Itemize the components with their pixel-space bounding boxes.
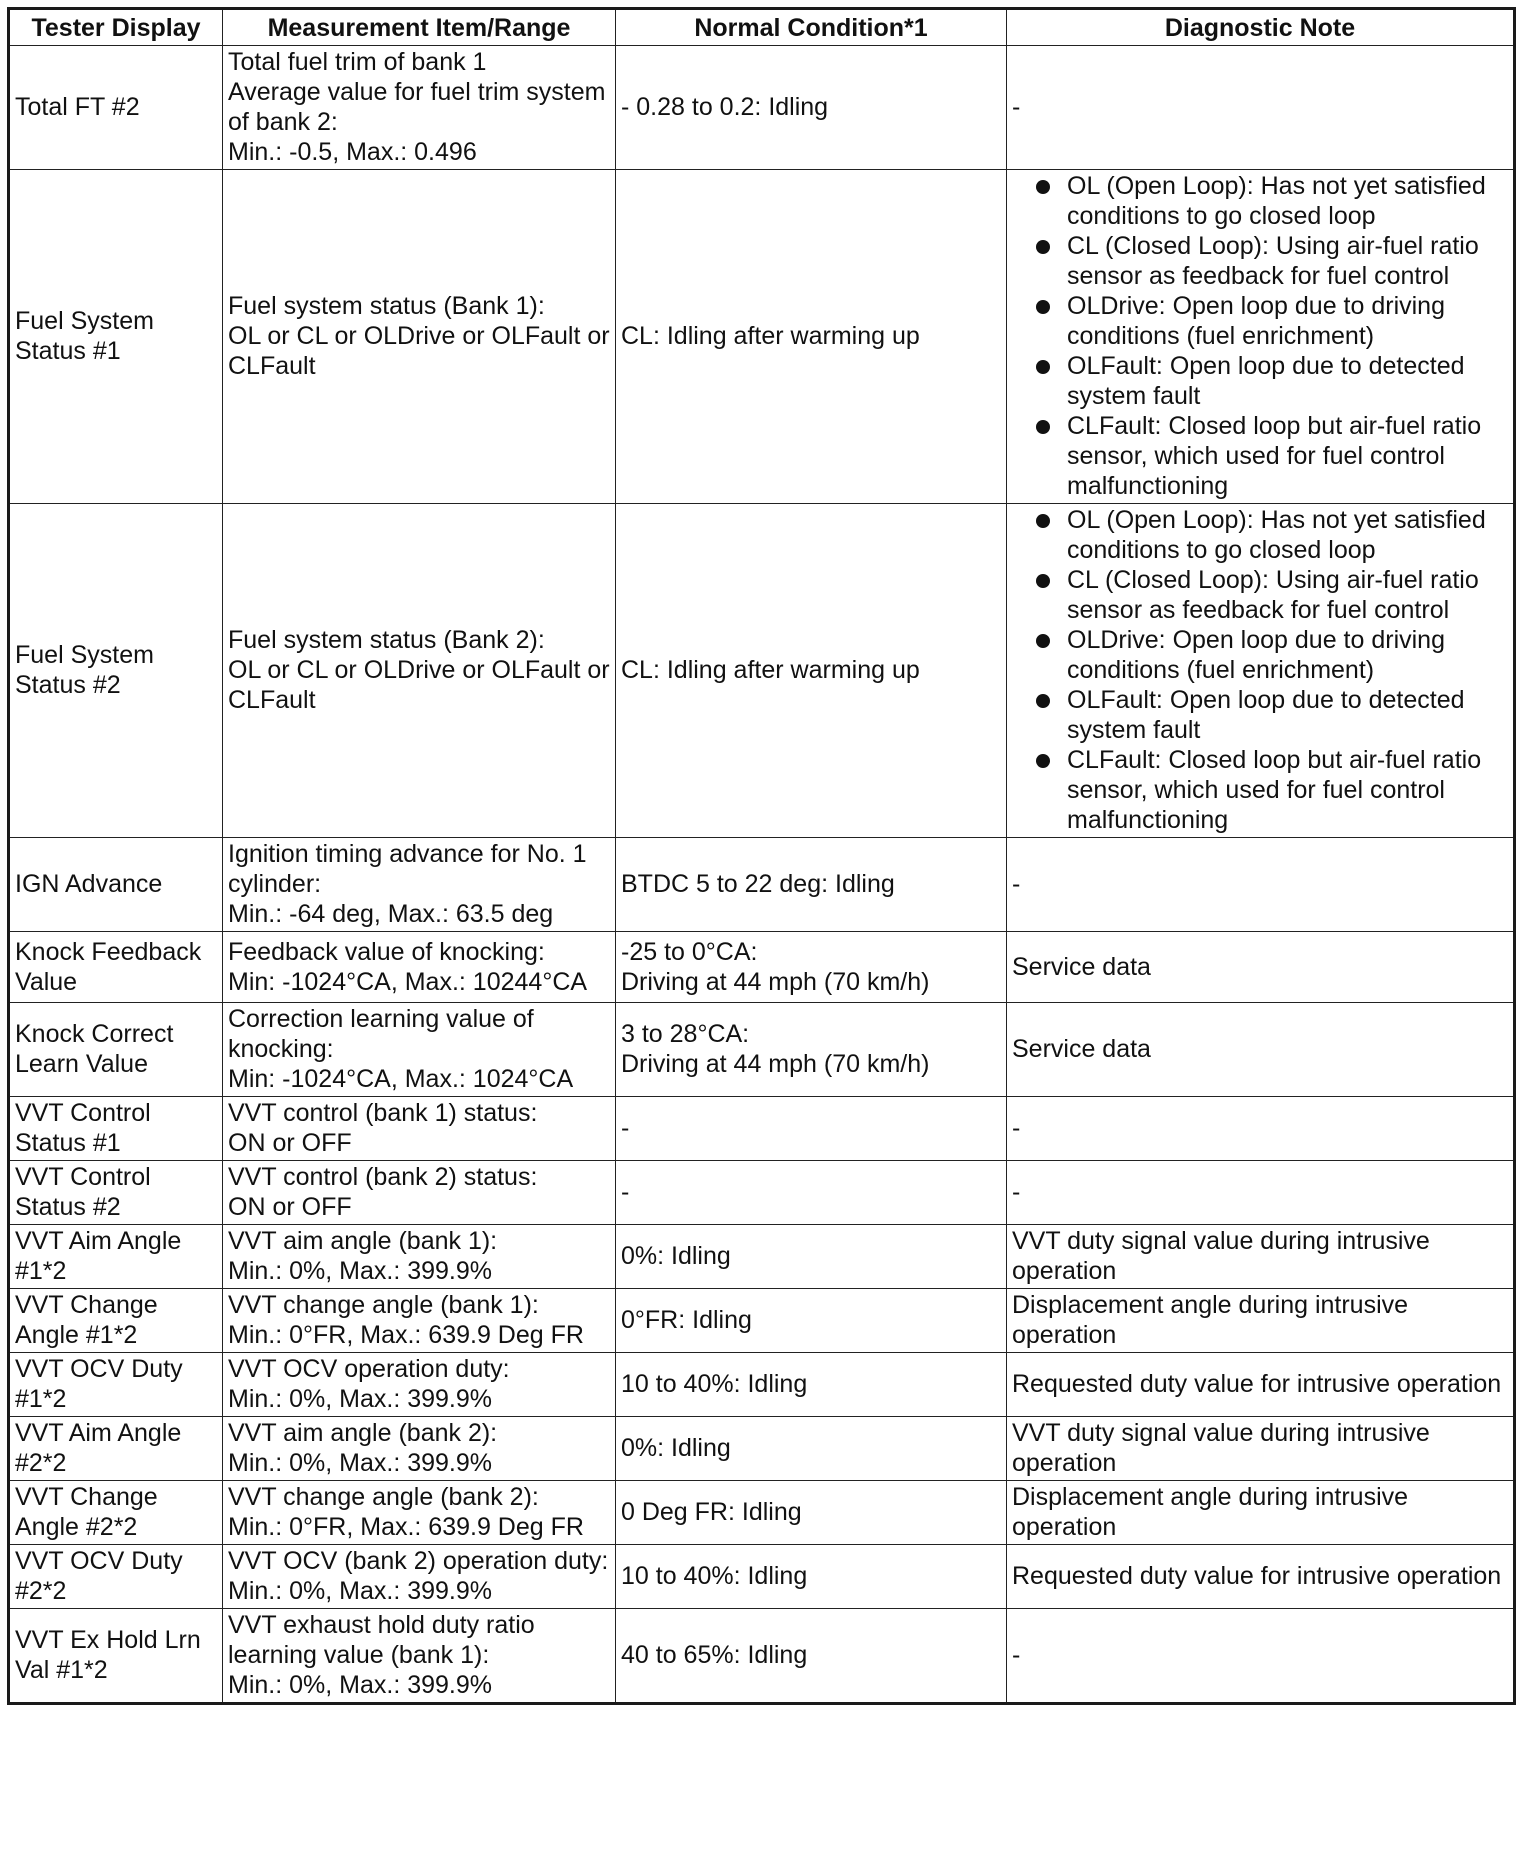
normal-condition-cell: BTDC 5 to 22 deg: Idling [616, 838, 1007, 932]
measurement-item-cell: Ignition timing advance for No. 1 cylinder: Min.: -64 deg, Max.: 63.5 deg [223, 838, 616, 932]
tester-display-cell: VVT OCV Duty #1*2 [9, 1353, 223, 1417]
tester-display-cell: VVT Change Angle #1*2 [9, 1289, 223, 1353]
table-row [9, 1545, 1515, 1609]
diagnostic-note-cell: - [1007, 1097, 1515, 1161]
tester-display-cell: IGN Advance [9, 838, 223, 932]
tester-display-cell: Knock Feedback Value [9, 932, 223, 1003]
normal-condition-cell: CL: Idling after warming up [616, 504, 1007, 838]
diagnostic-note-cell: VVT duty signal value during intrusive operation [1007, 1225, 1515, 1289]
tester-display-cell: VVT Change Angle #2*2 [9, 1481, 223, 1545]
normal-condition-cell: -25 to 0°CA: Driving at 44 mph (70 km/h) [616, 932, 1007, 1003]
tester-display-cell: VVT OCV Duty #2*2 [9, 1545, 223, 1609]
measurement-item-cell: Fuel system status (Bank 1): OL or CL or OLDrive or OLFault or CLFault [223, 170, 616, 504]
diagnostic-note-cell: - [1007, 1161, 1515, 1225]
measurement-item-cell: VVT aim angle (bank 2): Min.: 0%, Max.: 399.9% [223, 1417, 616, 1481]
header-measurement-item: Measurement Item/Range [223, 9, 616, 46]
measurement-item-cell: Correction learning value of knocking: Min: -1024°CA, Max.: 1024°CA [223, 1003, 616, 1097]
note-bullet-list [1012, 171, 1508, 501]
measurement-item-cell: VVT aim angle (bank 1): Min.: 0%, Max.: 399.9% [223, 1225, 616, 1289]
normal-condition-cell: - 0.28 to 0.2: Idling [616, 46, 1007, 170]
normal-condition-cell: - [616, 1161, 1007, 1225]
tester-display-cell: Fuel System Status #2 [9, 504, 223, 838]
table-row [9, 1003, 1515, 1097]
note-bullet-item: OLFault: Open loop due to detected system fault [1032, 685, 1508, 745]
measurement-item-cell: Fuel system status (Bank 2): OL or CL or OLDrive or OLFault or CLFault [223, 504, 616, 838]
measurement-item-cell: VVT OCV operation duty: Min.: 0%, Max.: 399.9% [223, 1353, 616, 1417]
table-row [9, 504, 1515, 838]
table-row [9, 1609, 1515, 1704]
header-diagnostic-note: Diagnostic Note [1007, 9, 1515, 46]
tester-display-cell: VVT Control Status #2 [9, 1161, 223, 1225]
table-row [9, 170, 1515, 504]
document-page [7, 7, 1513, 1847]
note-bullet-item: CLFault: Closed loop but air-fuel ratio sensor, which used for fuel control malfunctioning [1032, 745, 1508, 835]
diagnostic-note-cell [1007, 170, 1515, 504]
note-bullet-item: CLFault: Closed loop but air-fuel ratio sensor, which used for fuel control malfunctioning [1032, 411, 1508, 501]
measurement-item-cell: VVT control (bank 2) status: ON or OFF [223, 1161, 616, 1225]
note-bullet-item: OLDrive: Open loop due to driving conditions (fuel enrichment) [1032, 625, 1508, 685]
normal-condition-cell: 0%: Idling [616, 1225, 1007, 1289]
table-row [9, 1417, 1515, 1481]
table-row [9, 46, 1515, 170]
tester-display-cell: Fuel System Status #1 [9, 170, 223, 504]
header-normal-condition: Normal Condition*1 [616, 9, 1007, 46]
note-bullet-item: OL (Open Loop): Has not yet satisfied conditions to go closed loop [1032, 505, 1508, 565]
normal-condition-cell: 0°FR: Idling [616, 1289, 1007, 1353]
diagnostic-note-cell [1007, 504, 1515, 838]
tester-display-cell: VVT Aim Angle #2*2 [9, 1417, 223, 1481]
normal-condition-cell: 0 Deg FR: Idling [616, 1481, 1007, 1545]
note-bullet-item: OLDrive: Open loop due to driving conditions (fuel enrichment) [1032, 291, 1508, 351]
note-bullet-item: OL (Open Loop): Has not yet satisfied conditions to go closed loop [1032, 171, 1508, 231]
tester-display-cell: VVT Control Status #1 [9, 1097, 223, 1161]
normal-condition-cell: 40 to 65%: Idling [616, 1609, 1007, 1704]
diagnostic-note-cell: Service data [1007, 932, 1515, 1003]
tester-display-cell: VVT Aim Angle #1*2 [9, 1225, 223, 1289]
note-bullet-list [1012, 505, 1508, 835]
header-row [9, 9, 1515, 46]
measurement-item-cell: Total fuel trim of bank 1 Average value for fuel trim system of bank 2: Min.: -0.5, Max.: 0.496 [223, 46, 616, 170]
table-row [9, 1161, 1515, 1225]
diagnostic-note-cell: Requested duty value for intrusive operation [1007, 1545, 1515, 1609]
normal-condition-cell: CL: Idling after warming up [616, 170, 1007, 504]
diagnostic-note-cell: - [1007, 1609, 1515, 1704]
diagnostic-note-cell: Service data [1007, 1003, 1515, 1097]
normal-condition-cell: 0%: Idling [616, 1417, 1007, 1481]
measurement-item-cell: VVT change angle (bank 2): Min.: 0°FR, Max.: 639.9 Deg FR [223, 1481, 616, 1545]
diagnostic-note-cell: VVT duty signal value during intrusive operation [1007, 1417, 1515, 1481]
table-row [9, 1097, 1515, 1161]
measurement-item-cell: VVT OCV (bank 2) operation duty: Min.: 0%, Max.: 399.9% [223, 1545, 616, 1609]
normal-condition-cell: 10 to 40%: Idling [616, 1545, 1007, 1609]
note-bullet-item: CL (Closed Loop): Using air-fuel ratio sensor as feedback for fuel control [1032, 565, 1508, 625]
table-row [9, 838, 1515, 932]
table-row [9, 1353, 1515, 1417]
normal-condition-cell: - [616, 1097, 1007, 1161]
diagnostic-note-cell: Displacement angle during intrusive operation [1007, 1289, 1515, 1353]
measurement-item-cell: VVT exhaust hold duty ratio learning value (bank 1): Min.: 0%, Max.: 399.9% [223, 1609, 616, 1704]
table-row [9, 932, 1515, 1003]
normal-condition-cell: 3 to 28°CA: Driving at 44 mph (70 km/h) [616, 1003, 1007, 1097]
table-row [9, 1225, 1515, 1289]
note-bullet-item: CL (Closed Loop): Using air-fuel ratio sensor as feedback for fuel control [1032, 231, 1508, 291]
diagnostic-note-cell: Requested duty value for intrusive operation [1007, 1353, 1515, 1417]
header-tester-display: Tester Display [9, 9, 223, 46]
table-row [9, 1289, 1515, 1353]
measurement-item-cell: VVT control (bank 1) status: ON or OFF [223, 1097, 616, 1161]
table-row [9, 1481, 1515, 1545]
normal-condition-cell: 10 to 40%: Idling [616, 1353, 1007, 1417]
measurement-item-cell: Feedback value of knocking: Min: -1024°CA, Max.: 10244°CA [223, 932, 616, 1003]
data-list-table [7, 7, 1516, 1705]
tester-display-cell: Knock Correct Learn Value [9, 1003, 223, 1097]
tester-display-cell: Total FT #2 [9, 46, 223, 170]
diagnostic-note-cell: - [1007, 838, 1515, 932]
tester-display-cell: VVT Ex Hold Lrn Val #1*2 [9, 1609, 223, 1704]
note-bullet-item: OLFault: Open loop due to detected system fault [1032, 351, 1508, 411]
diagnostic-note-cell: Displacement angle during intrusive operation [1007, 1481, 1515, 1545]
diagnostic-note-cell: - [1007, 46, 1515, 170]
measurement-item-cell: VVT change angle (bank 1): Min.: 0°FR, Max.: 639.9 Deg FR [223, 1289, 616, 1353]
